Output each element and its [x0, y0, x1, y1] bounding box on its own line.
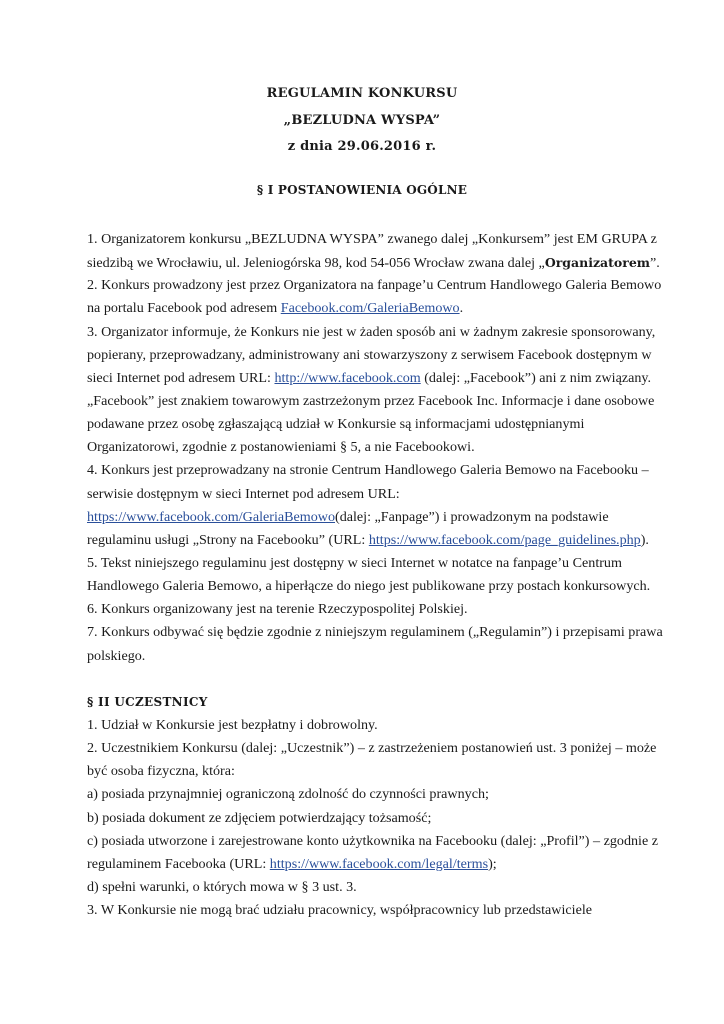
paragraph-line: 2. Konkurs prowadzony jest przez Organizatora na fanpage’u Centrum Handlowego Galeria Bemowo — [87, 277, 662, 294]
text-span: . — [459, 300, 464, 317]
paragraph-line: 4. Konkurs jest przeprowadzany na stronie Centrum Handlowego Galeria Bemowo na Facebooku – — [87, 462, 649, 479]
paragraph-line — [87, 853, 647, 876]
text-span: (dalej: „Fanpage”) i prowadzonym na podstawie — [335, 508, 609, 525]
paragraph-line: 3. Organizator informuje, że Konkurs nie jest w żaden sposób ani w żadnym zakresie sponsorowany, — [87, 323, 656, 340]
text-span: (dalej: „Facebook”) ani z nim związany. — [420, 369, 652, 386]
paragraph-line: 7. Konkurs odbywać się będzie zgodnie z niniejszym regulaminem („Regulamin”) i przepisami prawa — [87, 624, 663, 641]
text-span: na portalu Facebook pod adresem — [87, 300, 281, 317]
paragraph-line: być osoba fizyczna, która: — [87, 763, 235, 780]
paragraph-line: 5. Tekst niniejszego regulaminu jest dostępny w sieci Internet w notatce na fanpage’u Centrum — [87, 554, 622, 571]
paragraph-line — [87, 251, 660, 274]
facebook-terms-link[interactable]: https://www.facebook.com/legal/terms — [269, 855, 489, 872]
facebook-link[interactable]: http://www.facebook.com — [274, 369, 421, 386]
paragraph-line: Organizatorowi, zgodnie z postanowieniami § 5, a nie Facebookowi. — [87, 439, 475, 456]
text-span: ”. — [650, 255, 660, 272]
paragraph-line: serwisie dostępnym w sieci Internet pod adresem URL: — [87, 485, 400, 502]
spacer — [87, 668, 647, 691]
paragraph-line: 6. Konkurs organizowany jest na terenie Rzeczypospolitej Polskiej. — [87, 601, 468, 618]
paragraph-line: b) posiada dokument ze zdjęciem potwierdzający tożsamość; — [87, 809, 432, 826]
section-2-heading: § II UCZESTNICY — [87, 694, 208, 709]
paragraph-line: popierany, przeprowadzany, administrowany ani stowarzyszony z serwisem Facebook dostępnym w — [87, 346, 652, 363]
paragraph-line: 1. Organizatorem konkursu „BEZLUDNA WYSPA” zwanego dalej „Konkursem” jest EM GRUPA z — [87, 231, 657, 247]
paragraph-line — [87, 529, 647, 552]
fanpage-link[interactable]: Facebook.com/GaleriaBemowo — [280, 300, 460, 317]
text-span: regulaminem Facebooka (URL: — [87, 855, 270, 872]
paragraph-line: c) posiada utworzone i zarejestrowane konto użytkownika na Facebooku (dalej: „Profil”) – zgodnie z — [87, 832, 658, 849]
page-guidelines-link[interactable]: https://www.facebook.com/page_guidelines.php — [368, 531, 641, 548]
paragraph-line: d) spełni warunki, o których mowa w § 3 ust. 3. — [87, 878, 357, 895]
paragraph-line: 1. Udział w Konkursie jest bezpłatny i dobrowolny. — [87, 716, 378, 733]
paragraph-line: 3. W Konkursie nie mogą brać udziału pracownicy, współpracownicy lub przedstawiciele — [87, 902, 592, 919]
document-title: REGULAMIN KONKURSU — [266, 86, 458, 101]
text-span: siedzibą we Wrocławiu, ul. Jeleniogórska 98, kod 54-056 Wrocław zwana dalej „ — [87, 255, 545, 272]
paragraph-line: a) posiada przynajmniej ograniczoną zdolność do czynności prawnych; — [87, 786, 489, 803]
text-span: regulaminu usługi „Strony na Facebooku” (URL: — [87, 531, 369, 548]
text-span: sieci Internet pod adresem URL: — [87, 369, 275, 386]
galeria-bemowo-link[interactable]: https://www.facebook.com/GaleriaBemowo — [87, 508, 336, 525]
paragraph-line: podawane przez osobę zgłaszającą udział w Konkursie są informacjami udostępnianymi — [87, 416, 585, 433]
paragraph-line — [87, 506, 647, 529]
paragraph-line: Handlowego Galeria Bemowo, a hiperłącze do niego jest publikowane przy postach konkursowych. — [87, 578, 651, 595]
text-span: ); — [488, 855, 497, 872]
paragraph-line — [87, 367, 652, 390]
paragraph-line: 2. Uczestnikiem Konkursu (dalej: „Uczestnik”) – z zastrzeżeniem postanowień ust. 3 poniżej – może — [87, 740, 657, 757]
organizer-term: Organizatorem — [544, 255, 651, 271]
contest-name: „BEZLUDNA WYSPA” — [283, 113, 441, 128]
paragraph-line: „Facebook” jest znakiem towarowym zastrzeżonym przez Facebook Inc. Informacje i dane osobowe — [87, 392, 655, 409]
paragraph-line — [87, 297, 647, 320]
document-body — [87, 228, 663, 922]
section-1-heading: § I POSTANOWIENIA OGÓLNE — [256, 183, 468, 197]
paragraph-line: polskiego. — [87, 647, 146, 664]
text-span: ). — [640, 531, 649, 548]
document-date: z dnia 29.06.2016 r. — [287, 139, 437, 154]
